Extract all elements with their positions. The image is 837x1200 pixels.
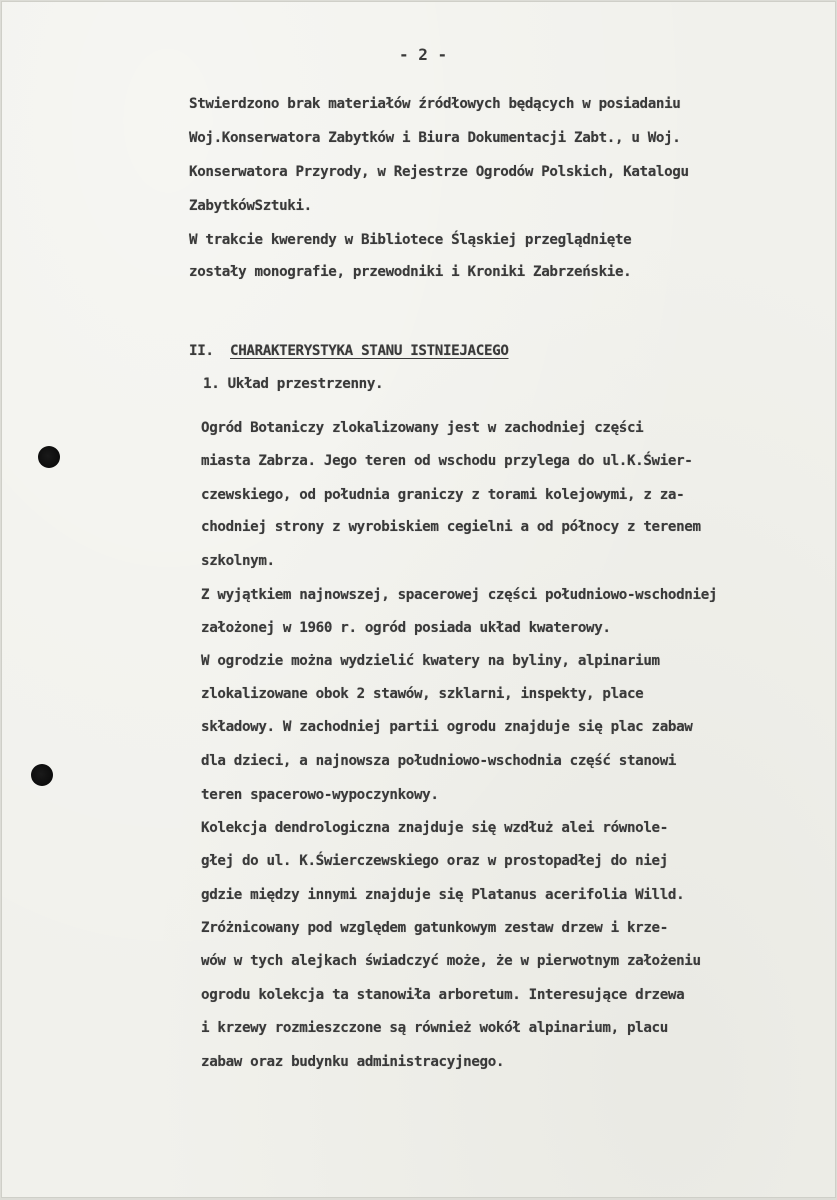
body-line: czewskiego, od południa graniczy z torami kolejowymi, z za-: [201, 487, 685, 503]
intro-line: W trakcie kwerendy w Bibliotece Śląskiej przeglądnięte: [189, 232, 632, 248]
body-line: głej do ul. K.Świerczewskiego oraz w prostopadłej do niej: [201, 853, 668, 869]
intro-line: Stwierdzono brak materiałów źródłowych będących w posiadaniu: [189, 96, 681, 112]
body-line: i krzewy rozmieszczone są również wokół alpinarium, placu: [201, 1020, 668, 1036]
section-number: II.: [189, 343, 214, 359]
binder-hole-icon: [38, 446, 60, 468]
page-number: - 2 -: [399, 45, 448, 64]
body-line: Kolekcja dendrologiczna znajduje się wzdłuż alei równole-: [201, 820, 668, 836]
body-line: składowy. W zachodniej partii ogrodu znajduje się plac zabaw: [201, 719, 693, 735]
body-line: założonej w 1960 r. ogród posiada układ kwaterowy.: [201, 620, 611, 636]
body-line: wów w tych alejkach świadczyć może, że w pierwotnym założeniu: [201, 953, 701, 969]
intro-line: Konserwatora Przyrody, w Rejestrze Ogrodów Polskich, Katalogu: [189, 164, 689, 180]
body-line: dla dzieci, a najnowsza południowo-wschodnia część stanowi: [201, 753, 677, 769]
body-line: teren spacerowo-wypoczynkowy.: [201, 787, 439, 803]
subsection-heading: 1. Układ przestrzenny.: [203, 376, 384, 392]
body-line: szkolnym.: [201, 553, 275, 569]
body-line: ogrodu kolekcja ta stanowiła arboretum. Interesujące drzewa: [201, 987, 685, 1003]
intro-line: zostały monografie, przewodniki i Kroniki Zabrzeńskie.: [189, 264, 632, 280]
body-line: zlokalizowane obok 2 stawów, szklarni, inspekty, place: [201, 686, 644, 702]
body-line: Zróżnicowany pod względem gatunkowym zestaw drzew i krze-: [201, 920, 668, 936]
document-page: [1, 1, 836, 1198]
intro-line: Woj.Konserwatora Zabytków i Biura Dokumentacji Zabt., u Woj.: [189, 130, 681, 146]
binder-hole-icon: [31, 764, 53, 786]
body-line: zabaw oraz budynku administracyjnego.: [201, 1054, 505, 1070]
body-line: gdzie między innymi znajduje się Platanus acerifolia Willd.: [201, 887, 685, 903]
section-heading: CHARAKTERYSTYKA STANU ISTNIEJACEGO: [230, 343, 509, 359]
intro-line: ZabytkówSztuki.: [189, 198, 312, 214]
body-line: Z wyjątkiem najnowszej, spacerowej części południowo-wschodniej: [201, 587, 718, 603]
body-line: miasta Zabrza. Jego teren od wschodu przylega do ul.K.Świer-: [201, 453, 693, 469]
body-line: W ogrodzie można wydzielić kwatery na byliny, alpinarium: [201, 653, 660, 669]
body-line: Ogród Botaniczy zlokalizowany jest w zachodniej części: [201, 420, 644, 436]
body-line: chodniej strony z wyrobiskiem cegielni a od północy z terenem: [201, 519, 701, 535]
